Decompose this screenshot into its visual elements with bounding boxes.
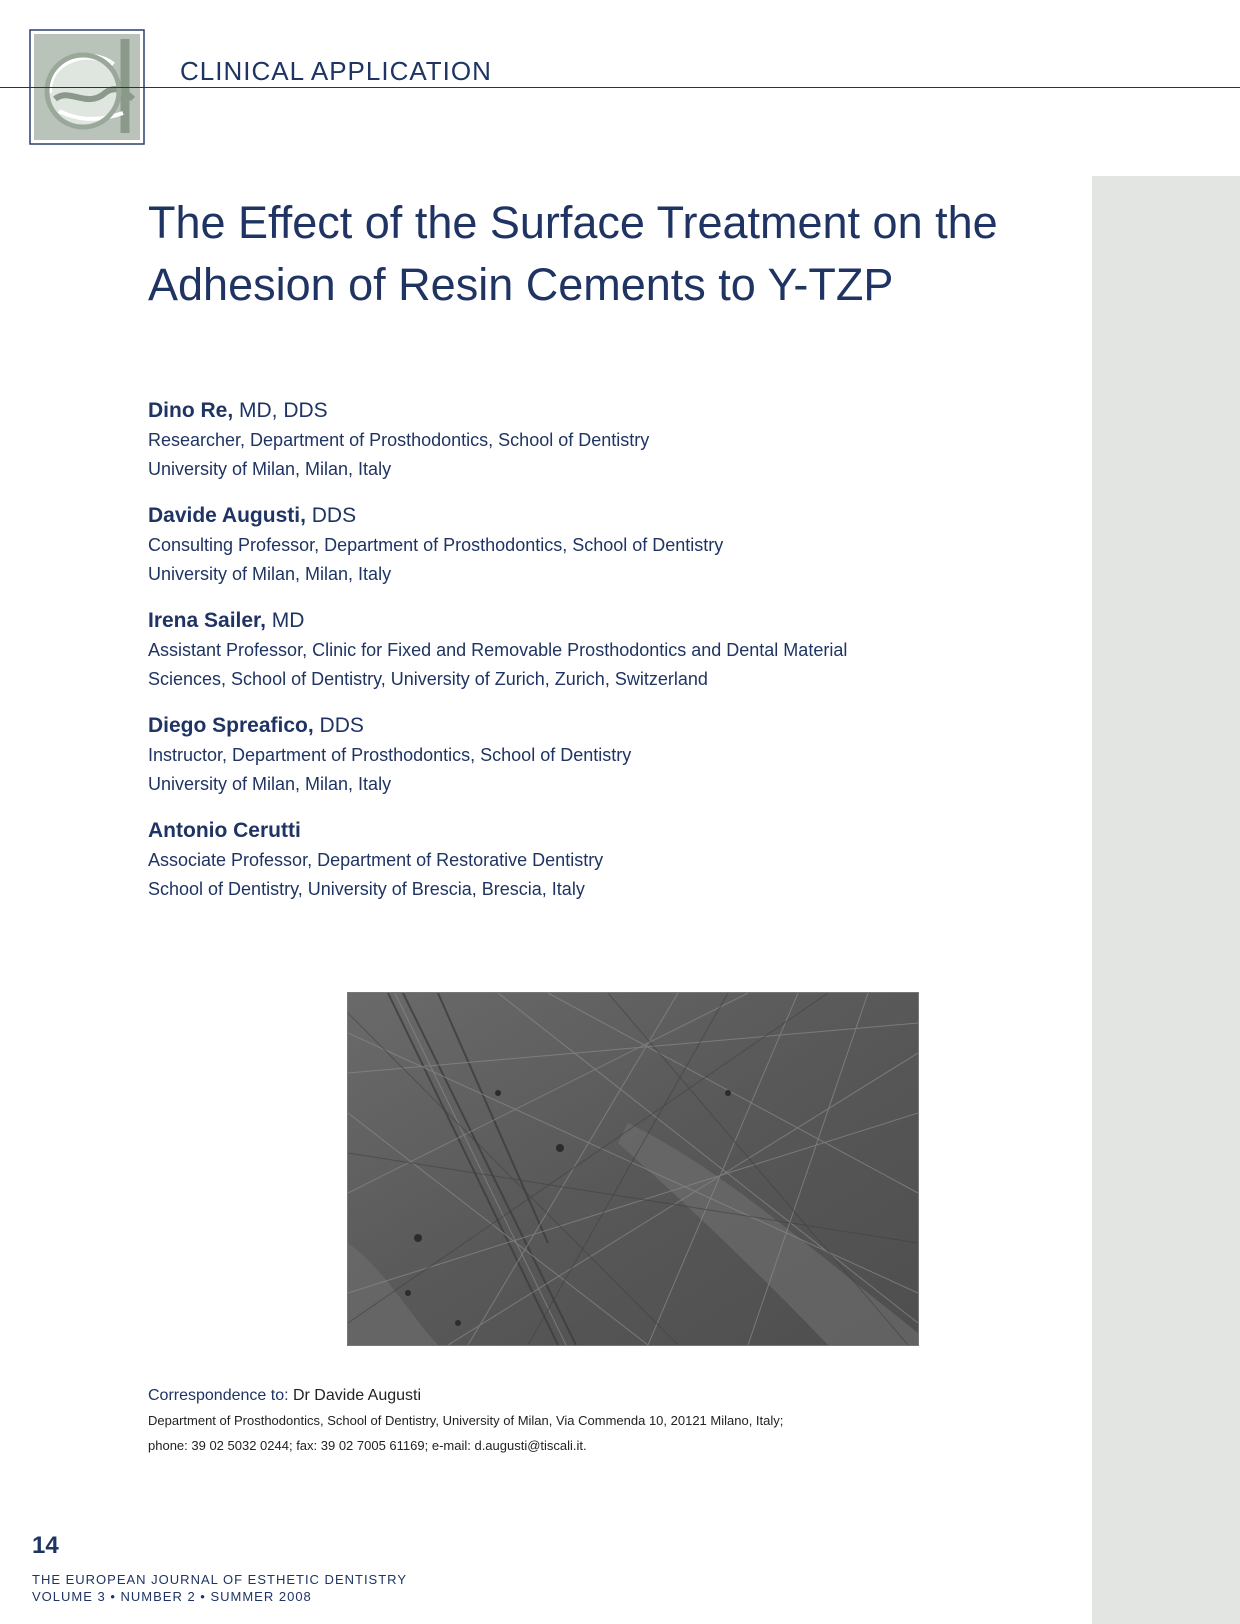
author-degrees: MD <box>265 609 305 632</box>
correspondence-block <box>148 1384 1068 1458</box>
surface-micrograph-image <box>347 992 919 1346</box>
author-name-line <box>148 711 1078 741</box>
journal-issue: VOLUME 3 • NUMBER 2 • SUMMER 2008 <box>32 1589 312 1604</box>
author-affiliation: School of Dentistry, University of Brescia, Brescia, Italy <box>148 879 585 899</box>
header-divider <box>0 87 1240 88</box>
author-affiliation: Consulting Professor, Department of Prosthodontics, School of Dentistry <box>148 535 724 555</box>
author-affiliation: Researcher, Department of Prosthodontics, School of Dentistry <box>148 430 650 450</box>
author-entry <box>148 606 1078 694</box>
author-degrees: DDS <box>313 714 364 737</box>
article-title: The Effect of the Surface Treatment on the Adhesion of Resin Cements to Y-TZP <box>148 197 998 310</box>
author-affiliation: Assistant Professor, Clinic for Fixed and Removable Prosthodontics and Dental Material <box>148 640 848 660</box>
author-degrees: MD, DDS <box>233 399 328 422</box>
author-affiliation: University of Milan, Milan, Italy <box>148 459 392 479</box>
author-affiliation: University of Milan, Milan, Italy <box>148 564 392 584</box>
correspondence-name: Dr Davide Augusti <box>288 1387 422 1404</box>
author-name-line <box>148 606 1078 636</box>
author-entry <box>148 501 1078 589</box>
author-name-line <box>148 396 1078 426</box>
correspondence-address: Department of Prosthodontics, School of Dentistry, University of Milan, Via Commenda 10, 20121 Milano, Italy; <box>148 1413 784 1428</box>
author-name: Irena Sailer, <box>148 609 266 632</box>
section-label: CLINICAL APPLICATION <box>180 56 492 86</box>
journal-name: THE EUROPEAN JOURNAL OF ESTHETIC DENTISTRY <box>32 1572 407 1587</box>
author-name-line <box>148 816 1078 846</box>
author-name: Antonio Cerutti <box>148 819 301 842</box>
author-entry <box>148 711 1078 799</box>
author-entry <box>148 396 1078 484</box>
author-affiliation: Instructor, Department of Prosthodontics, School of Dentistry <box>148 745 632 765</box>
correspondence-contact: phone: 39 02 5032 0244; fax: 39 02 7005 61169; e-mail: d.augusti@tiscali.it. <box>148 1438 587 1453</box>
author-list <box>148 396 1078 921</box>
author-affiliation: Sciences, School of Dentistry, University of Zurich, Zurich, Switzerland <box>148 669 708 689</box>
author-name: Dino Re, <box>148 399 234 422</box>
journal-footer <box>32 1571 407 1605</box>
author-degrees: DDS <box>305 504 357 527</box>
correspondence-heading <box>148 1384 1068 1408</box>
page-number: 14 <box>32 1532 59 1559</box>
author-entry <box>148 816 1078 904</box>
correspondence-label: Correspondence to: <box>148 1387 289 1404</box>
author-name-line <box>148 501 1078 531</box>
author-affiliation: Associate Professor, Department of Restorative Dentistry <box>148 850 604 870</box>
author-name: Davide Augusti, <box>148 504 306 527</box>
side-panel <box>1092 176 1240 1624</box>
author-name: Diego Spreafico, <box>148 714 314 737</box>
author-affiliation: University of Milan, Milan, Italy <box>148 774 392 794</box>
